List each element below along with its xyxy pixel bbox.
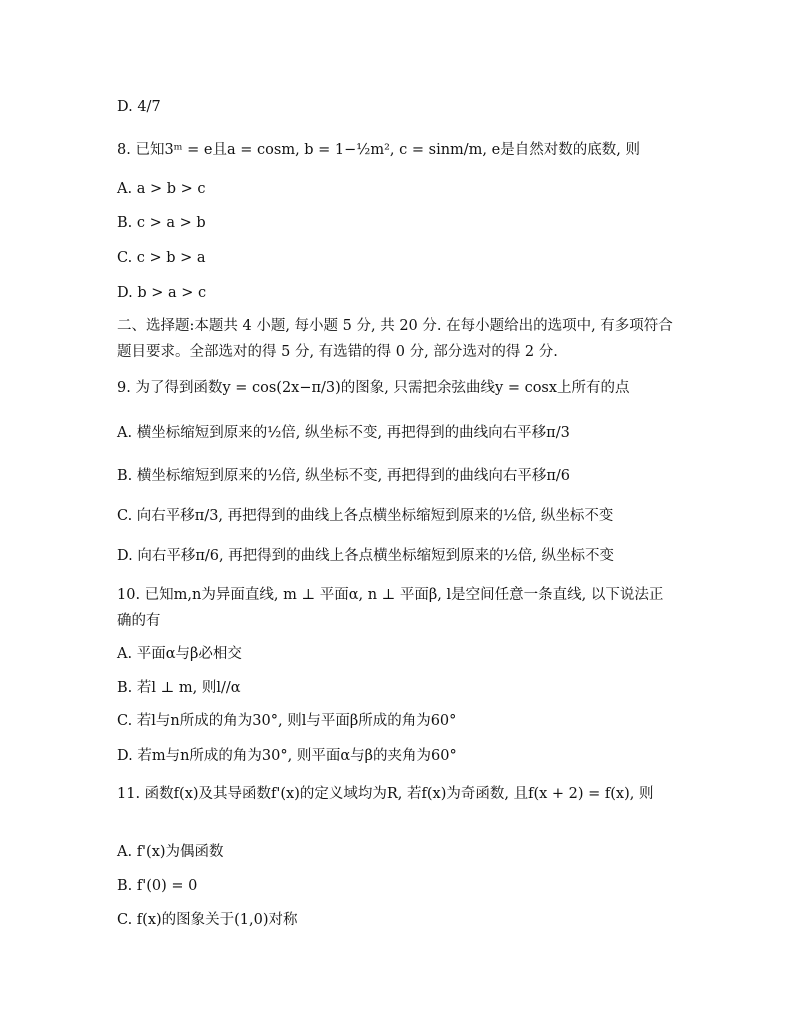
q8-stem: 8. 已知3ᵐ = e且a = cosm, b = 1−½m², c = sinm/m, e是自然对数的底数, 则 [117,142,640,158]
q11-option-a: A. f'(x)为偶函数 [117,844,224,860]
q9-stem: 9. 为了得到函数y = cos(2x−π/3)的图象, 只需把余弦曲线y = cosx上所有的点 [117,380,630,396]
q7-option-d: D. 4/7 [117,99,161,115]
q9-option-d: D. 向右平移π/6, 再把得到的曲线上各点横坐标缩短到原来的½倍, 纵坐标不变 [117,548,614,564]
q10-stem: 10. 已知m,n为异面直线, m ⊥ 平面α, n ⊥ 平面β, l是空间任意一条直线, 以下说法正确的有 [117,587,664,629]
q8-option-b: B. c > a > b [117,215,206,231]
q10-option-d: D. 若m与n所成的角为30°, 则平面α与β的夹角为60° [117,748,457,764]
q8-option-a: A. a > b > c [117,181,206,197]
section-2-instructions: 二、选择题:本题共 4 小题, 每小题 5 分, 共 20 分. 在每小题给出的选项中, 有多项符合题目要求。全部选对的得 5 分, 有选错的得 0 分, 部分选对的得 2 分. [117,318,673,360]
q10-option-c: C. 若l与n所成的角为30°, 则l与平面β所成的角为60° [117,713,457,729]
q9-option-c: C. 向右平移π/3, 再把得到的曲线上各点横坐标缩短到原来的½倍, 纵坐标不变 [117,508,614,524]
q11-option-c: C. f(x)的图象关于(1,0)对称 [117,912,298,928]
q9-option-b: B. 横坐标缩短到原来的½倍, 纵坐标不变, 再把得到的曲线向右平移π/6 [117,468,571,484]
q11-option-b: B. f'(0) = 0 [117,878,198,894]
q11-stem: 11. 函数f(x)及其导函数f'(x)的定义域均为R, 若f(x)为奇函数, 且f(x + 2) = f(x), 则 [117,786,654,802]
q9-option-a: A. 横坐标缩短到原来的½倍, 纵坐标不变, 再把得到的曲线向右平移π/3 [117,425,570,441]
q8-option-c: C. c > b > a [117,250,206,266]
q10-option-b: B. 若l ⊥ m, 则l//α [117,680,241,696]
q10-option-a: A. 平面α与β必相交 [117,646,242,662]
q8-option-d: D. b > a > c [117,285,207,301]
